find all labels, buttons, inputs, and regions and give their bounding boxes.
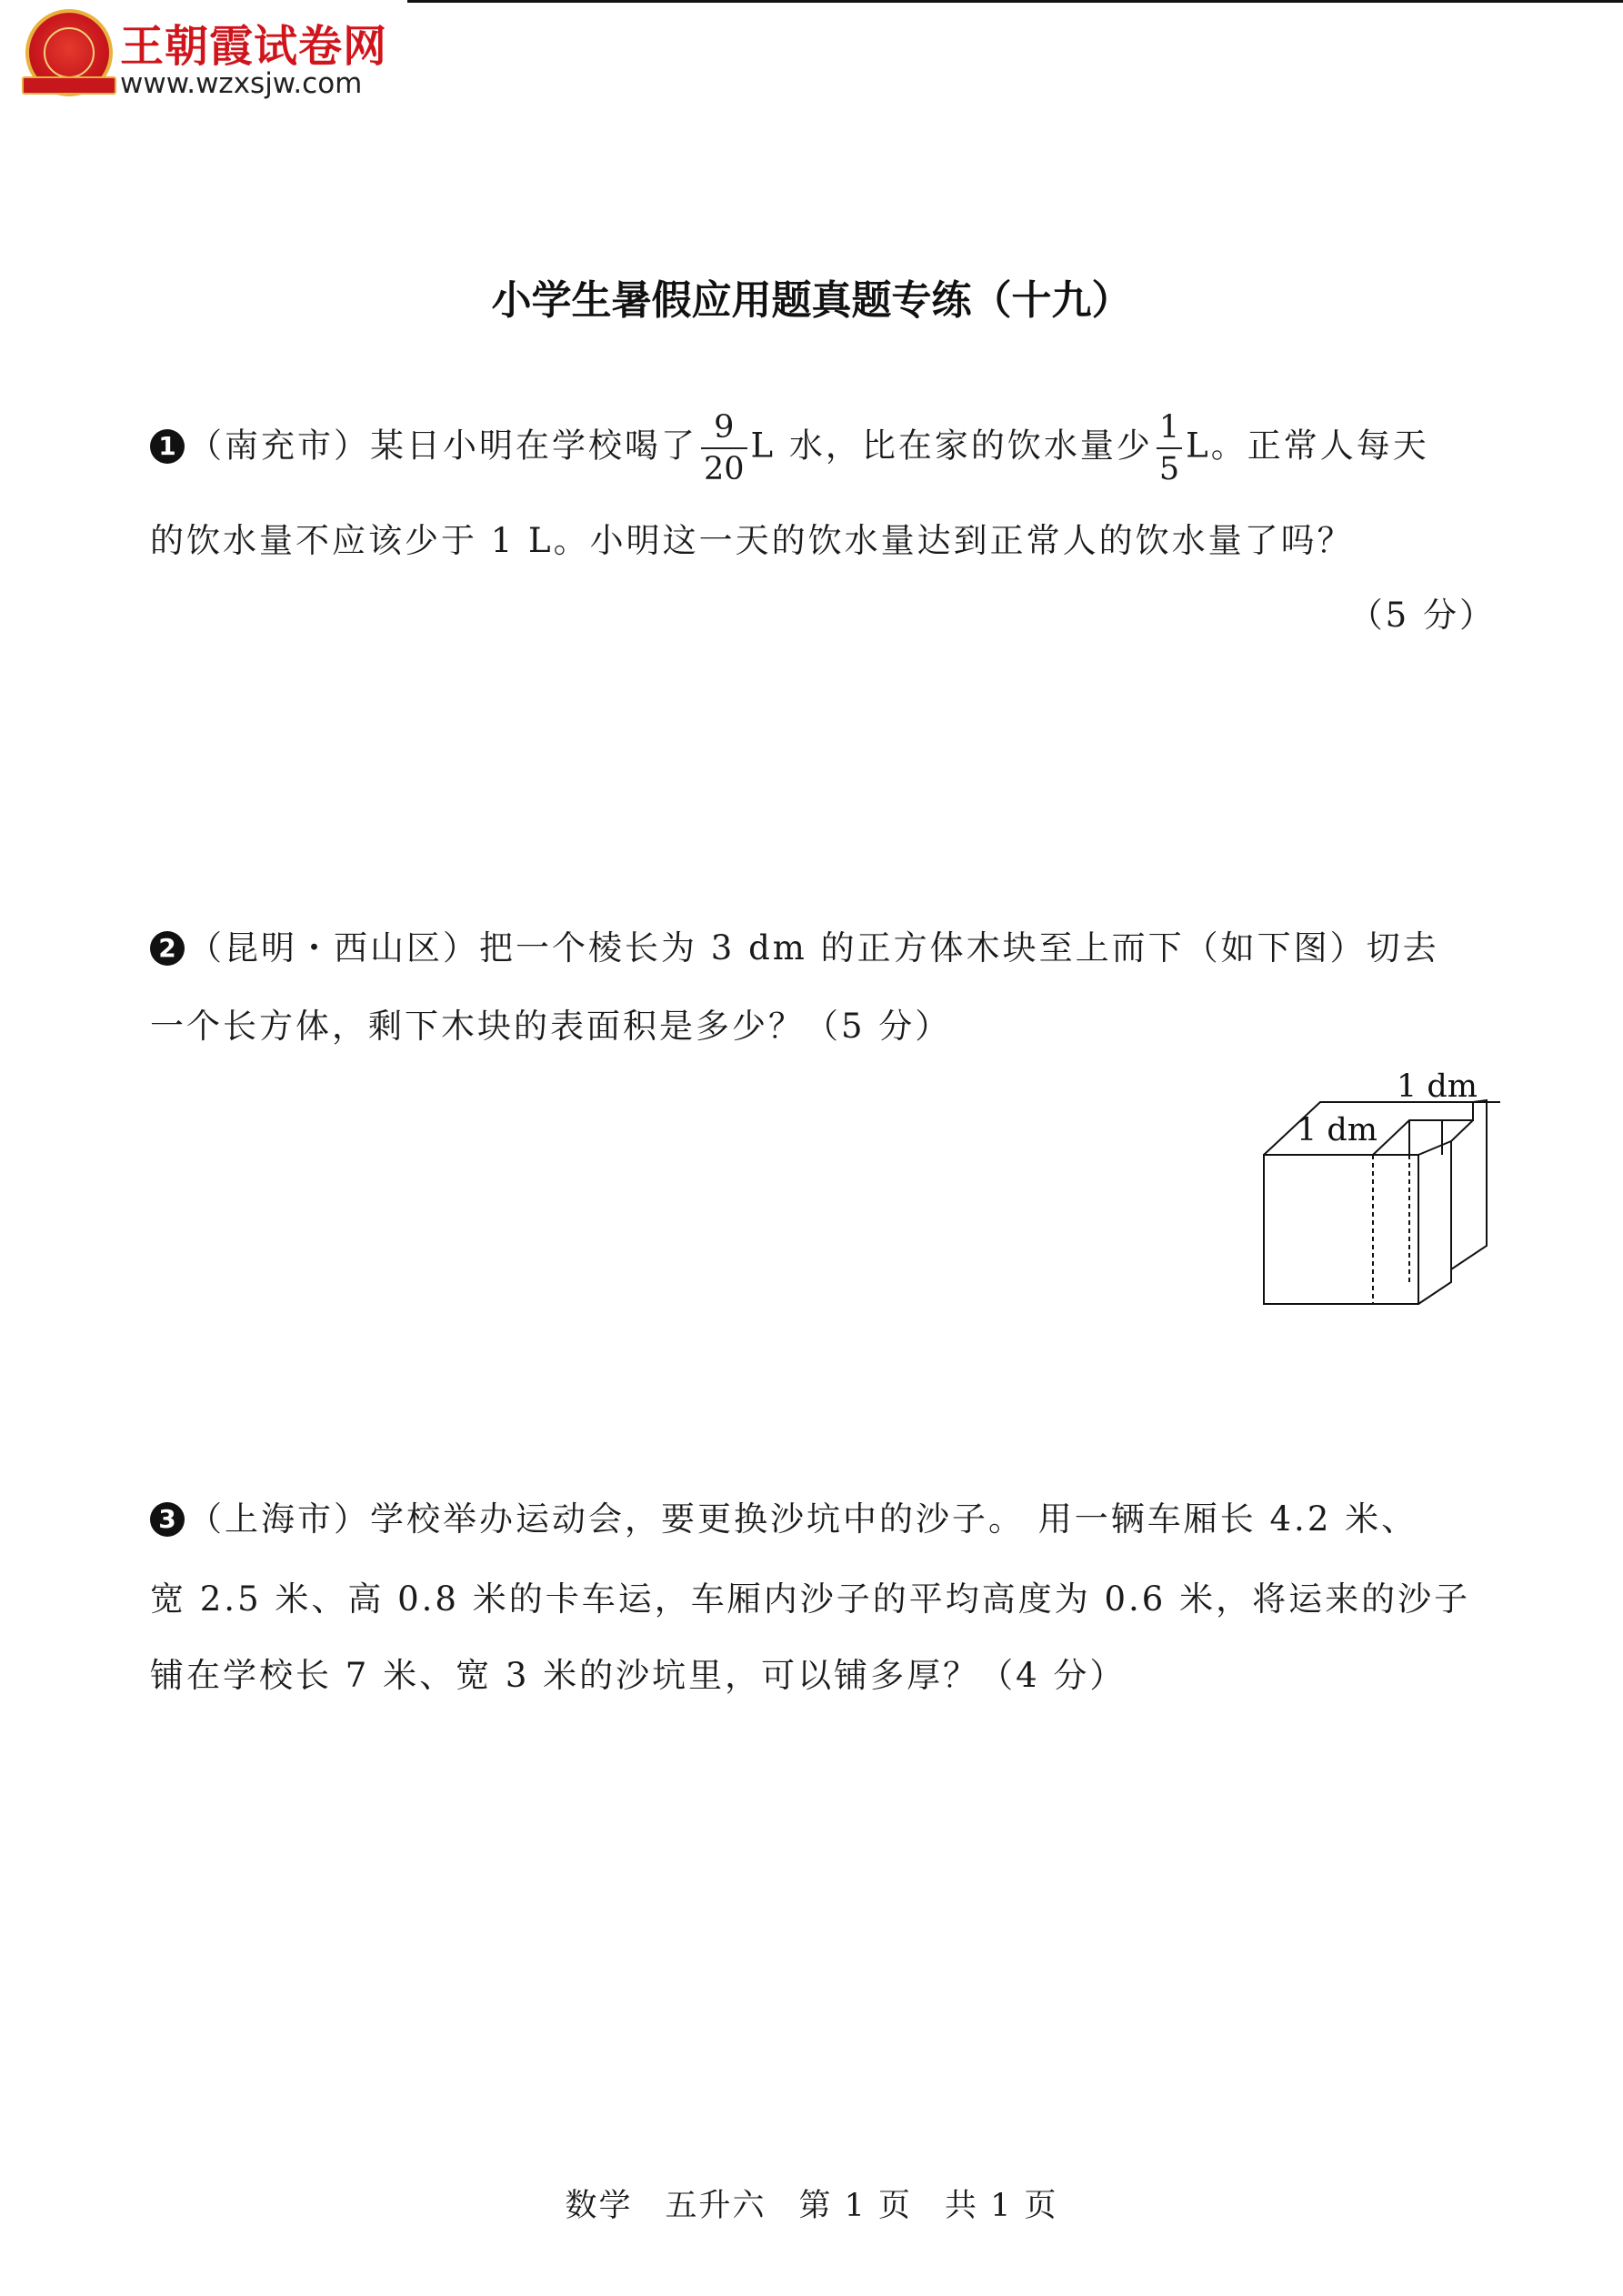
question-3-line-2: 宽 2.5 米、高 0.8 米的卡车运，车厢内沙子的平均高度为 0.6 米，将运来的沙子 bbox=[150, 1579, 1471, 1619]
question-number-3: 3 bbox=[150, 1502, 185, 1537]
brand-name: 王朝霞试卷网 bbox=[120, 21, 388, 72]
question-1-source: （南充市） bbox=[188, 426, 370, 466]
question-2-text: 把一个棱长为 3 dm 的正方体木块至上而下（如下图）切去 bbox=[479, 928, 1439, 968]
page-footer bbox=[0, 2181, 1623, 2226]
footer-subject: 数学 bbox=[565, 2188, 633, 2224]
question-2-source: （昆明・西山区） bbox=[188, 928, 479, 968]
question-number-1: 1 bbox=[150, 429, 185, 464]
fraction-one-fifth: $\frac{1}{5}$ bbox=[1157, 407, 1182, 489]
question-3-line-3: 铺在学校长 7 米、宽 3 米的沙坑里，可以铺多厚？（4 分） bbox=[150, 1656, 1127, 1695]
cube-cut-figure bbox=[1255, 1064, 1500, 1314]
figure-label-back: 1 dm bbox=[1397, 1068, 1478, 1105]
question-1-line-1 bbox=[150, 407, 1429, 489]
page-title: 小学生暑假应用题真题专练（十九） bbox=[491, 277, 1132, 324]
brand-url: www.wzxsjw.com bbox=[120, 67, 363, 100]
footer-total: 共 1 页 bbox=[945, 2188, 1058, 2224]
question-3-text: 学校举办运动会，要更换沙坑中的沙子。 用一辆车厢长 4.2 米、 bbox=[370, 1499, 1418, 1539]
question-3-source: （上海市） bbox=[188, 1499, 370, 1539]
footer-grade: 五升六 bbox=[665, 2188, 766, 2224]
header-rule bbox=[407, 0, 1623, 3]
question-1-text-a: 某日小明在学校喝了 bbox=[370, 426, 697, 466]
question-1-text-b: L 水，比在家的饮水量少 bbox=[750, 426, 1153, 466]
question-1-line-2: 的饮水量不应该少于 1 L。小明这一天的饮水量达到正常人的饮水量了吗？ bbox=[150, 521, 1354, 560]
footer-page: 第 1 页 bbox=[798, 2188, 913, 2224]
question-number-2: 2 bbox=[150, 931, 185, 966]
figure-label-front: 1 dm bbox=[1297, 1112, 1378, 1148]
seal-ribbon bbox=[22, 76, 116, 95]
question-2-line-2: 一个长方体，剩下木块的表面积是多少？（5 分） bbox=[150, 1007, 952, 1046]
question-3-line-1 bbox=[150, 1491, 1418, 1540]
question-2-line-1 bbox=[150, 920, 1439, 969]
cube-figure-svg bbox=[1255, 1064, 1500, 1314]
question-1-text-c: L。正常人每天 bbox=[1186, 426, 1429, 466]
brand-header bbox=[25, 7, 407, 107]
fraction-nine-twentieths: $\frac{9}{20}$ bbox=[701, 407, 747, 489]
question-1-score: （5 分） bbox=[1348, 596, 1496, 635]
